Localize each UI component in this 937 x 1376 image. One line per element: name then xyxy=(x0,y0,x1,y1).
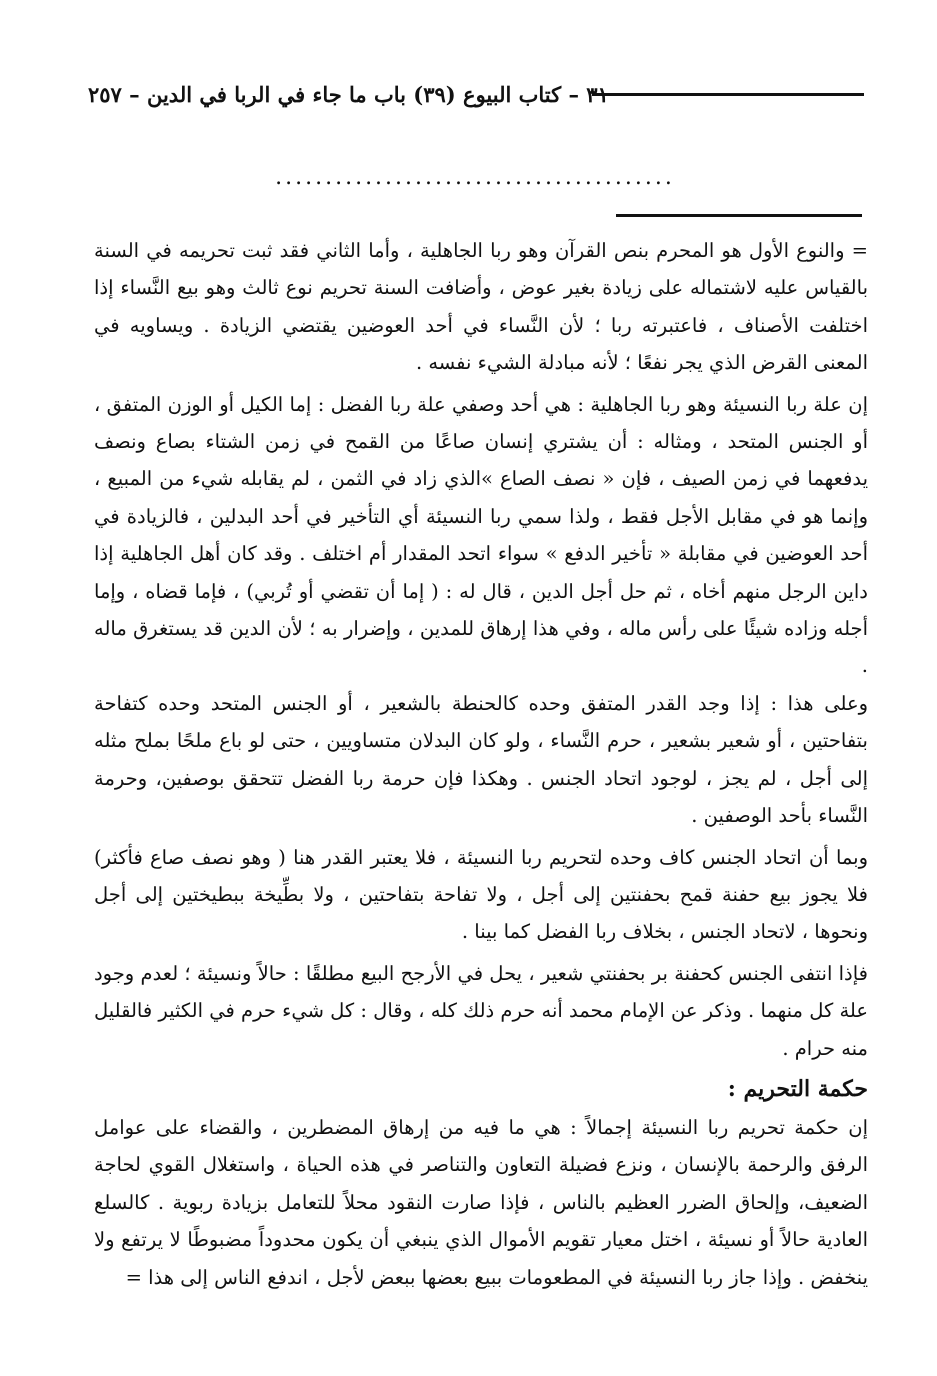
paragraph-1: = والنوع الأول هو المحرم بنص القرآن وهو ربا الجاهلية ، وأما الثاني فقد ثبت تحريمه في السنة بالقياس عليه لاشتماله على زيادة بغير عوض ، وأضافت السنة تحريم نوع ثالث وهو بيع النَّساء إذا اختلفت الأصناف ، فاعتبرته ربا ؛ لأن النَّساء في أحد العوضين يقتضي الزيادة . ويساويه في المعنى القرض الذي يجر نفعًا ؛ لأنه مبادلة الشيء نفسه . xyxy=(94,239,868,375)
closing-paragraph: إن حكمة تحريم ربا النسيئة إجمالاً : هي ما فيه من إرهاق المضطرين ، والقضاء على عوامل الرفق والرحمة بالإنسان ، ونزع فضيلة التعاون والتناصر في هذه الحياة ، واستغلال القوي لحاجة الضعيف، وإلحاق الضرر العظيم بالناس ، فإذا صارت النقود محلاً للتعامل بزيادة ربوية . كالسلع العادية حالاً أو نسيئة ، اختل معيار تقويم الأموال الذي ينبغي أن يكون محدوداً مضبوطًا لا يرتفع ولا ينخفض . وإذا جاز ربا النسيئة في المطعومات ببيع بعضها ببعض لأجل ، اندفع الناس إلى هذا = xyxy=(94,1115,868,1289)
paragraph-4: وبما أن اتحاد الجنس كاف وحده لتحريم ربا النسيئة ، فلا يعتبر القدر هنا ( وهو نصف صاع فأكثر) فلا يجوز بيع حفنة قمح بحفنتين إلى أجل ، ولا تفاحة بتفاحتين ، ولا بطِّيخة ببطيختين إلى أجل ونحوها ، لاتحاد الجنس ، بخلاف ربا الفضل كما بينا . xyxy=(94,845,868,944)
paragraph-5: فإذا انتفى الجنس كحفنة بر بحفنتي شعير ، يحل في الأرجح البيع مطلقًا : حالاً ونسيئة ؛ لعدم وجود علة كل منهما . وذكر عن الإمام محمد أنه حرم ذلك كله ، وقال : كل شيء حرم في الكثير فالقليل منه حرام . xyxy=(94,961,868,1060)
header-rule xyxy=(592,93,864,96)
running-header xyxy=(88,82,864,118)
section-heading: حكمة التحريم : xyxy=(727,1075,868,1102)
footnote-rule xyxy=(616,214,862,217)
page-body xyxy=(94,232,868,1296)
running-title: ٣١ – كتاب البيوع (٣٩) باب ما جاء في الربا في الدين – ٢٥٧ xyxy=(88,82,609,107)
paragraph-2: إن علة ربا النسيئة وهو ربا الجاهلية : هي أحد وصفي علة ربا الفضل : إما الكيل أو الوزن المتفق ، أو الجنس المتحد ، ومثاله : أن يشتري إنسان صاعًا من القمح في زمن الشتاء بصاع ونصف يدفعهما في زمن الصيف ، فإن « نصف الصاع »الذي زاد في الثمن ، لم يقابله شيء من المبيع ، وإنما هو في مقابل الأجل فقط ، ولذا سمي ربا النسيئة أي التأخير في أحد البدلين ، فالزيادة في أحد العوضين في مقابلة « تأخير الدفع » سواء اتحد المقدار أم اختلف . وقد كان أهل الجاهلية إذا داين الرجل منهم أخاه ، ثم حل أجل الدين ، قال له : ( إما أن تقضي أو تُربي) ، فإما قضاه ، وإما أجله وزاده شيئًا على رأس ماله ، وفي هذا إرهاق للمدين ، وإضرار به ؛ لأن الدين قد يستغرق ماله . xyxy=(94,392,868,678)
paragraph-3: وعلى هذا : إذا وجد القدر المتفق وحده كالحنطة بالشعير ، أو الجنس المتحد وحده كتفاحة بتفاحتين ، أو شعير بشعير ، حرم النَّساء ، ولو كان البدلان متساويين ، حتى لو باع ملحًا بملح مثله إلى أجل ، لم يجز ، لوجود اتحاد الجنس . وهكذا فإن حرمة ربا الفضل تتحقق بوصفين، وحرمة النَّساء بأحد الوصفين . xyxy=(94,691,868,828)
dotted-separator: ........................................ xyxy=(275,168,675,188)
